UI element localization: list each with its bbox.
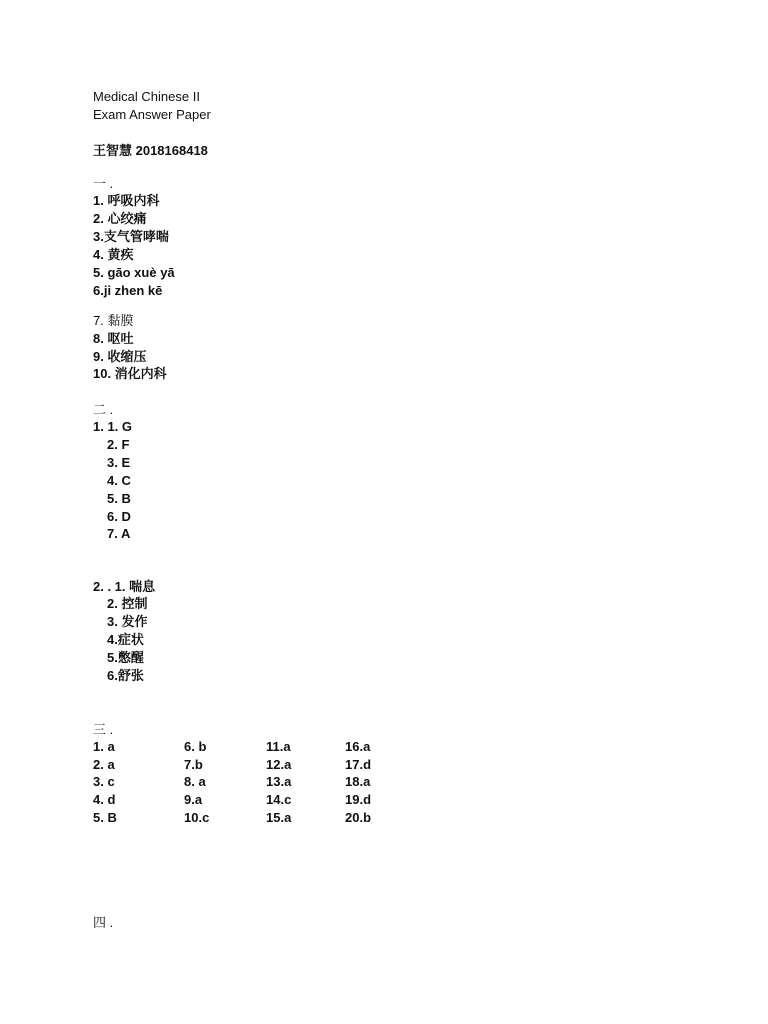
section-2-part-1-item: 1. 1. G <box>93 419 133 434</box>
answer-cell: 11.a <box>266 739 291 754</box>
answer-cell: 3. c <box>93 774 115 789</box>
section-1-item: 9. 收缩压 <box>93 349 147 364</box>
course-title: Medical Chinese II <box>93 89 200 104</box>
answer-cell: 13.a <box>266 774 292 789</box>
answer-cell: 16.a <box>345 739 371 754</box>
answer-cell: 5. B <box>93 810 117 825</box>
section-1-item: 1. 呼吸内科 <box>93 193 160 208</box>
answer-cell: 12.a <box>266 757 292 772</box>
section-1-item: 3.支气管哮喘 <box>93 229 169 244</box>
answer-cell: 2. a <box>93 757 115 772</box>
section-1-item: 2. 心绞痛 <box>93 211 147 226</box>
answer-cell: 9.a <box>184 792 203 807</box>
answer-cell: 7.b <box>184 757 203 772</box>
section-1-item: 10. 消化内科 <box>93 366 167 381</box>
answer-cell: 20.b <box>345 810 372 825</box>
section-3-heading: 三 . <box>93 722 114 737</box>
answer-cell: 15.a <box>266 810 292 825</box>
student-name-id: 王智慧 2018168418 <box>93 143 208 158</box>
section-2-part-2-item: 4.症状 <box>107 632 144 647</box>
section-2-part-1-item: 7. A <box>107 526 131 541</box>
answer-cell: 18.a <box>345 774 371 789</box>
answer-cell: 14.c <box>266 792 292 807</box>
section-1-item: 5. gāo xuè yā <box>93 265 175 280</box>
section-1-item: 7. 黏膜 <box>93 313 134 328</box>
section-2-part-2-item: 3. 发作 <box>107 614 148 629</box>
section-1-item: 8. 呕吐 <box>93 331 134 346</box>
section-2-part-1-item: 5. B <box>107 491 131 506</box>
answer-cell: 8. a <box>184 774 206 789</box>
section-2-part-1-item: 4. C <box>107 473 131 488</box>
section-1-heading: 一 . <box>93 176 114 191</box>
paper-title: Exam Answer Paper <box>93 107 211 122</box>
section-1-item: 4. 黄疾 <box>93 247 134 262</box>
answer-cell: 17.d <box>345 757 372 772</box>
answer-cell: 6. b <box>184 739 207 754</box>
section-1-item: 6.ji zhen kē <box>93 283 163 298</box>
section-2-part-1-item: 6. D <box>107 509 131 524</box>
section-2-part-1-item: 3. E <box>107 455 131 470</box>
section-2-part-2-item: 5.憋醒 <box>107 650 144 665</box>
answer-cell: 10.c <box>184 810 210 825</box>
section-4-heading: 四 . <box>93 915 114 930</box>
section-2-heading: 二 . <box>93 402 114 417</box>
answer-cell: 19.d <box>345 792 372 807</box>
section-2-part-2-item: 2. 控制 <box>107 596 148 611</box>
section-2-part-2-item: 6.舒张 <box>107 668 144 683</box>
section-2-part-1-item: 2. F <box>107 437 130 452</box>
answer-cell: 1. a <box>93 739 115 754</box>
section-2-part-2-item: 2. . 1. 喘息 <box>93 579 156 594</box>
answer-cell: 4. d <box>93 792 116 807</box>
